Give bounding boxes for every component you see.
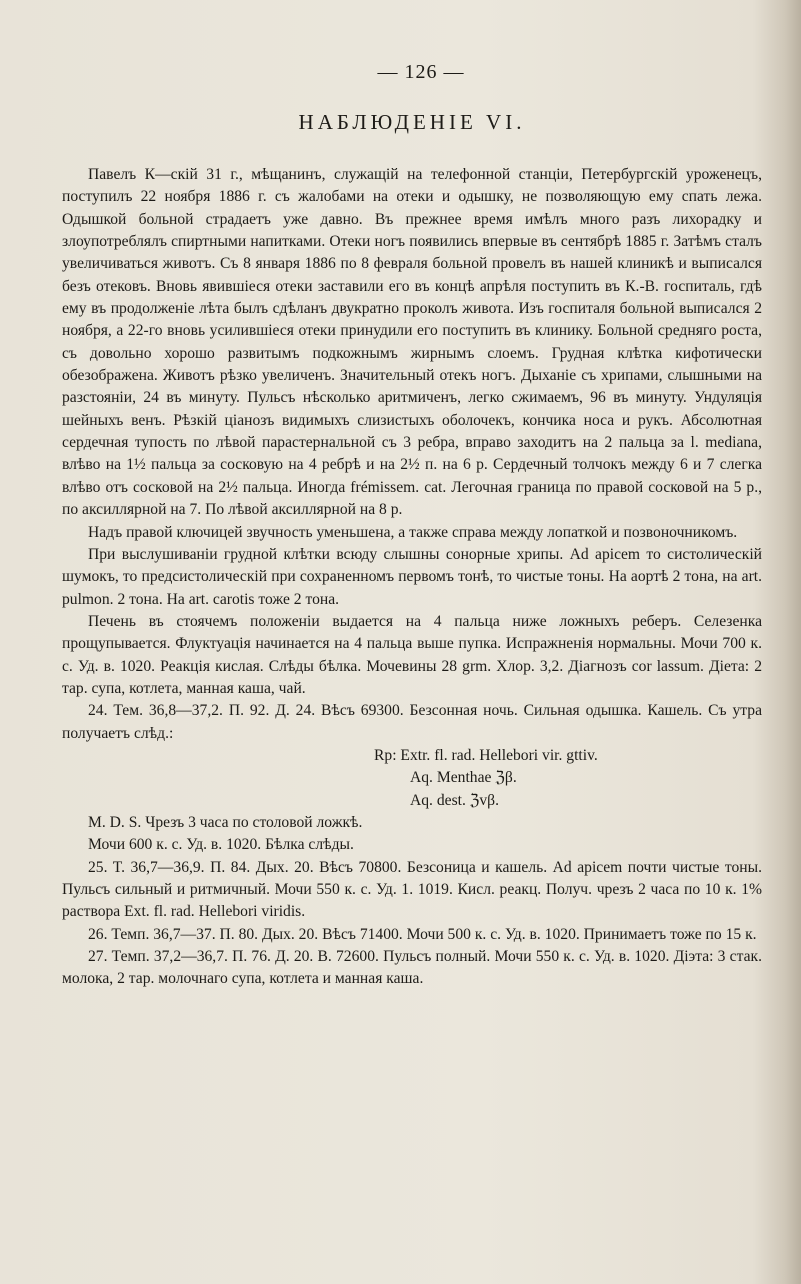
paragraph-urine: Мочи 600 к. с. Уд. в. 1020. Бѣлка слѣды. — [88, 836, 354, 854]
paragraph-clavicle: Надъ правой ключицей звучность уменьшена, а также справа между лопаткой и позвоночникомъ. — [88, 523, 738, 541]
prescription-line: Aq. dest. ℨvβ. — [410, 791, 500, 809]
paragraph-history: Павелъ К—скій 31 г., мѣщанинъ, служащій на телефонной станціи, Петербургскій уроженецъ, поступилъ 22 ноября 1886 г. съ жалобами на отеки и одышку, не позволяющую ему спать лежа. Одышкой больной страдаетъ уже давно. Въ прежнее время имѣлъ много разъ лихорадку и злоупотреблялъ спиртными напитками. Отеки ногъ появились впервые въ сентябрѣ 1885 г. Затѣмъ сталъ увеличиваться животъ. Съ 8 января 1886 по 8 февраля больной провелъ въ нашей клиникѣ и выписался безъ отековъ. Вновь явившіеся отеки заставили его въ концѣ апрѣля поступить въ К.-В. госпиталь, гдѣ ему въ продолженіе лѣта былъ сдѣланъ двукратно проколъ живота. Изъ госпиталя больной выписался 2 ноября, а 22-го вновь усилившіеся отеки принудили его поступить въ клинику. Больной средняго роста, съ довольно хорошо развитымъ подкожнымъ жирнымъ слоемъ. Грудная клѣтка кифотически обезображена. Животъ рѣзко увеличенъ. Значительный отекъ ногъ. Дыханіе съ хрипами, слышными на разстояніи, 24 въ минуту. Пульсъ нѣсколько аритмиченъ, легко сжимаемъ, 96 въ минуту. Ундуляція шейныхъ венъ. Рѣзкій ціанозъ видимыхъ слизистыхъ оболочекъ, кончика носа и рукъ. Абсолютная сердечная тупость по лѣвой парастернальной съ 3 ребра, вправо заходитъ на 2 пальца за l. mediana, влѣво на 1½ пальца за сосковую на 4 ребрѣ и на 2½ п. на 6 р. Сердечный толчокъ между 6 и 7 слегка влѣво отъ сосковой на 2½ пальца. Иногда frémissem. cat. Легочная граница по правой сосковой на 5 р., по аксиллярной на 7. По лѣвой аксиллярной на 8 р. — [62, 166, 762, 519]
paragraph-auscultation: При выслушиваніи грудной клѣтки всюду слышны сонорные хрипы. Ad apicem то систолическій шумокъ, то предсистолическій при сохраненномъ первомъ тонѣ, то чистые тоны. На аортѣ 2 тона, на art. pulmon. 2 тона. На art. carotis тоже 2 тона. — [62, 545, 762, 608]
prescription-line: Rp: Extr. fl. rad. Hellebori vir. gttiv. — [374, 746, 598, 764]
page-number: — 126 — — [377, 61, 465, 83]
page-content — [62, 58, 762, 991]
paragraph-day-27: 27. Темп. 37,2—36,7. П. 76. Д. 20. В. 72600. Пульсъ полный. Мочи 550 к. с. Уд. в. 1020. Діэта: 3 стак. молока, 2 тар. молочнаго супа, котлета и манная каша. — [62, 948, 762, 988]
paragraph-liver: Печень въ стоячемъ положеніи выдается на 4 пальца ниже ложныхъ реберъ. Селезенка прощупывается. Флуктуація начинается на 4 пальца выше пупка. Испражненія нормальны. Мочи 700 к. с. Уд. в. 1020. Реакція кислая. Слѣды бѣлка. Мочевины 28 grm. Хлор. 3,2. Діагнозъ cor lassum. Діета: 2 тар. супа, котлета, манная каша, чай. — [62, 612, 762, 697]
paragraph-day-26: 26. Темп. 36,7—37. П. 80. Дых. 20. Вѣсъ 71400. Мочи 500 к. с. Уд. в. 1020. Принимаетъ тоже по 15 к. — [88, 925, 757, 943]
prescription-line: Aq. Menthae ℨβ. — [410, 769, 517, 787]
paragraph-day-25: 25. T. 36,7—36,9. П. 84. Дых. 20. Вѣсъ 70800. Безсоница и кашель. Ad apicem почти чистые тоны. Пульсъ сильный и ритмичный. Мочи 550 к. с. Уд. 1. 1019. Кисл. реакц. Получ. чрезъ 2 часа по 10 к. 1% раствора Ext. fl. rad. Hellebori viridis. — [62, 858, 762, 921]
observation-heading: НАБЛЮДЕНІЕ VI. — [298, 110, 526, 134]
paragraph-signa: M. D. S. Чрезъ 3 часа по столовой ложкѣ. — [88, 813, 363, 831]
paragraph-day-24: 24. Тем. 36,8—37,2. П. 92. Д. 24. Вѣсъ 69300. Безсонная ночь. Сильная одышка. Кашель. Съ утра получаетъ слѣд.: — [62, 702, 762, 742]
